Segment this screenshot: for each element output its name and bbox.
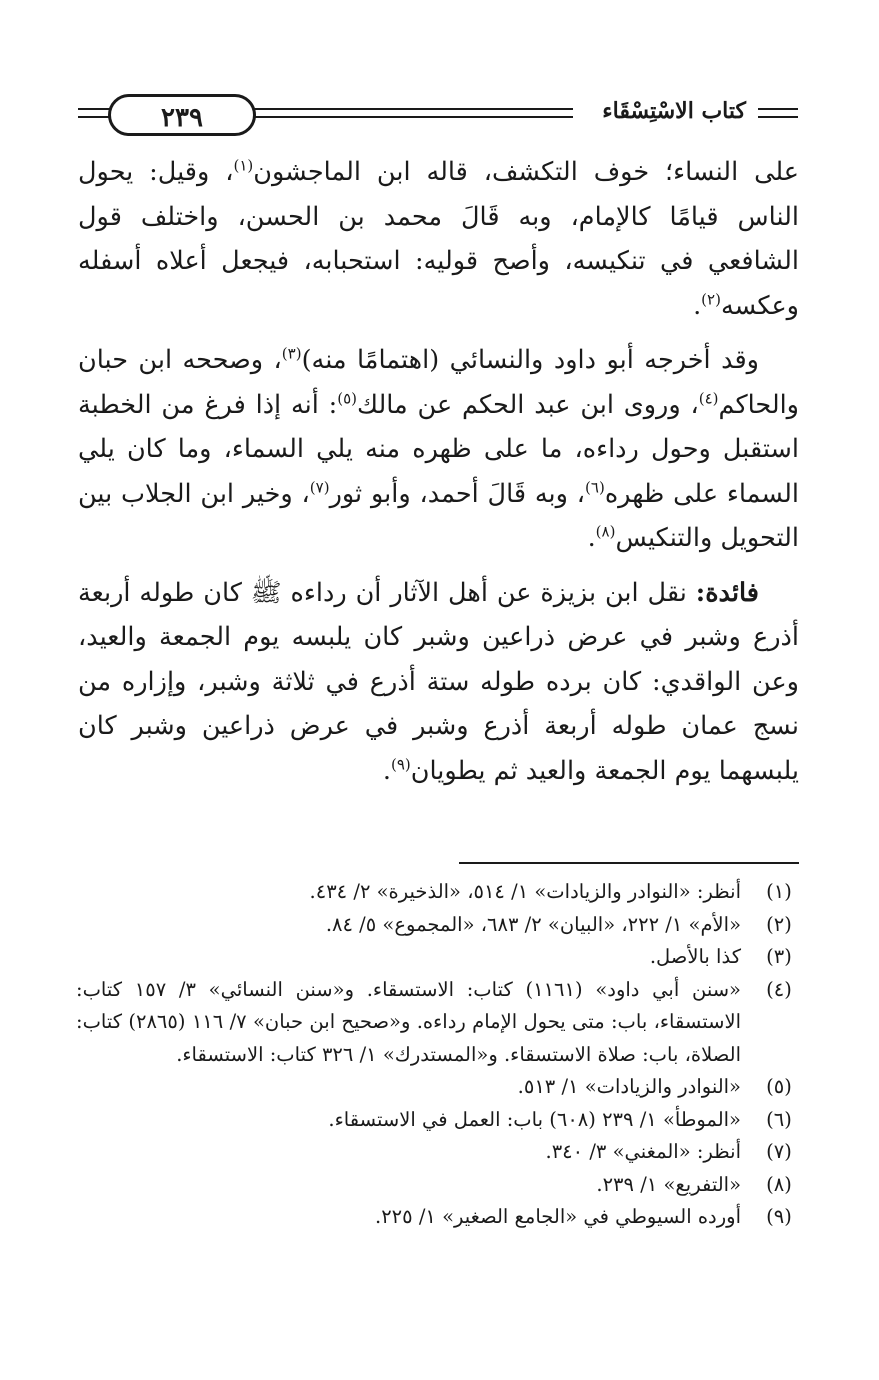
- footnote-item: [76, 1104, 799, 1137]
- footnotes: [76, 876, 799, 1234]
- paragraph-1: [78, 150, 799, 328]
- footnote-text: «الأم» ١/ ٢٢٢، «البيان» ٢/ ٦٨٣، «المجموع» ٥/ ٨٤.: [325, 912, 741, 936]
- footnote-text: «التفريع» ١/ ٢٣٩.: [596, 1172, 741, 1196]
- footnote-ref-9: (٩): [390, 755, 411, 773]
- footnote-text: أورده السيوطي في «الجامع الصغير» ١/ ٢٢٥.: [375, 1205, 741, 1228]
- footnote-item: [76, 1136, 799, 1169]
- main-text: [78, 150, 799, 803]
- paragraph-3: [78, 571, 799, 794]
- p2-text-c: ، وروى ابن عبد الحكم عن مالك: [357, 389, 699, 420]
- footnote-text: «الموطأ» ١/ ٢٣٩ (٦٠٨) باب: العمل في الاستسقاء.: [328, 1107, 741, 1131]
- header-rule-middle-bottom: [253, 116, 573, 118]
- footnote-item: [76, 909, 799, 942]
- footnote-number: (٢): [766, 912, 792, 936]
- p2-text-f: ، وخير ابن الجلاب بين التحويل والتنكيس: [78, 478, 799, 553]
- footnote-number: (١): [766, 880, 792, 903]
- p2-text-e: ، وبه قَالَ أحمد، وأبو ثور: [329, 478, 586, 509]
- p3-text-a: نقل ابن بزيزة عن أهل الآثار أن رداءه ﷺ كان طوله أربعة أذرع وشبر في عرض ذراعين وشبر كان يلبسه يوم الجمعة والعيد، وعن الواقدي: كان برده طوله ستة أذرع في ثلاثة وشبر، وإزاره من نسج عمان طوله أربعة أذرع وشبر في عرض ذراعين وشبر كان يلبسهما يوم الجمعة والعيد ثم يطويان: [78, 577, 799, 786]
- p1-text-c: .: [693, 290, 702, 321]
- footnote-item: [76, 974, 799, 1072]
- footnote-text: أنظر: «النوادر والزيادات» ١/ ٥١٤، «الذخيرة» ٢/ ٤٣٤.: [309, 880, 741, 903]
- footnote-item: [76, 1201, 799, 1234]
- p1-text-a: على النساء؛ خوف التكشف، قاله ابن الماجشون: [253, 157, 800, 187]
- header-rule-left-bottom: [78, 116, 112, 118]
- footnote-ref-8: (٨): [595, 522, 616, 541]
- fayda-label: فائدة:: [695, 577, 759, 608]
- p1-text-b: ، وقيل: يحول الناس قيامًا كالإمام، وبه قَالَ محمد بن الحسن، واختلف قول الشافعي في تنكيسه، وأصح قوليه: استحبابه، فيجعل أعلاه أسفله وعكسه: [78, 157, 799, 321]
- footnote-item: [76, 941, 799, 974]
- footnote-item: [76, 1071, 799, 1104]
- header-rule-middle-top: [253, 108, 573, 110]
- footnote-number: (٥): [766, 1075, 792, 1098]
- footnote-item: [76, 876, 799, 909]
- footnote-item: [76, 1169, 799, 1202]
- header-rule-left-top: [78, 108, 112, 110]
- footnote-ref-6: (٦): [585, 478, 605, 496]
- p2-text-g: .: [587, 523, 596, 553]
- footnote-number: (٩): [766, 1205, 792, 1228]
- footnote-ref-5: (٥): [337, 389, 358, 407]
- footnote-number: (٧): [766, 1140, 792, 1163]
- footnote-number: (٨): [766, 1172, 792, 1196]
- header-rule-right-top: [758, 108, 798, 110]
- footnote-ref-1: (١): [233, 156, 254, 175]
- page-number: ٢٣٩: [108, 94, 256, 136]
- footnote-separator: [459, 862, 799, 864]
- footnote-ref-4: (٤): [698, 389, 719, 407]
- running-title: كتاب الاسْتِسْقَاء: [602, 98, 746, 124]
- footnote-number: (٤): [766, 977, 792, 1001]
- header-rule-right-bottom: [758, 116, 798, 118]
- p2-text-b: ، وصححه ابن حبان والحاكم: [78, 345, 799, 420]
- footnote-ref-7: (٧): [309, 478, 330, 496]
- p2-text-a: وقد أخرجه أبو داود والنسائي (اهتمامًا منه): [301, 345, 760, 375]
- footnote-text: أنظر: «المغني» ٣/ ٣٤٠.: [545, 1140, 741, 1163]
- p2-text-d: : أنه إذا فرغ من الخطبة استقبل وحول رداءه، ما على ظهره منه يلي السماء، وما كان يلي السماء على ظهره: [78, 389, 799, 509]
- footnote-ref-3: (٣): [281, 344, 302, 363]
- footnote-ref-2: (٢): [701, 290, 721, 308]
- footnote-number: (٦): [766, 1107, 792, 1131]
- page-header: [78, 92, 798, 142]
- footnote-number: (٣): [766, 945, 792, 968]
- p3-text-b: .: [382, 755, 391, 786]
- footnote-text: كذا بالأصل.: [649, 945, 741, 968]
- paragraph-2: [78, 338, 799, 561]
- footnote-text: «سنن أبي داود» (١١٦١) كتاب: الاستسقاء. و«سنن النسائي» ٣/ ١٥٧ كتاب: الاستسقاء، باب: متى يحول الإمام رداءه. و«صحيح ابن حبان» ٧/ ١١٦ (٢٨٦٥) كتاب: الصلاة، باب: صلاة الاستسقاء. و«المستدرك» ١/ ٣٢٦ كتاب: الاستسقاء.: [76, 977, 742, 1066]
- footnote-text: «النوادر والزيادات» ١/ ٥١٣.: [517, 1075, 741, 1098]
